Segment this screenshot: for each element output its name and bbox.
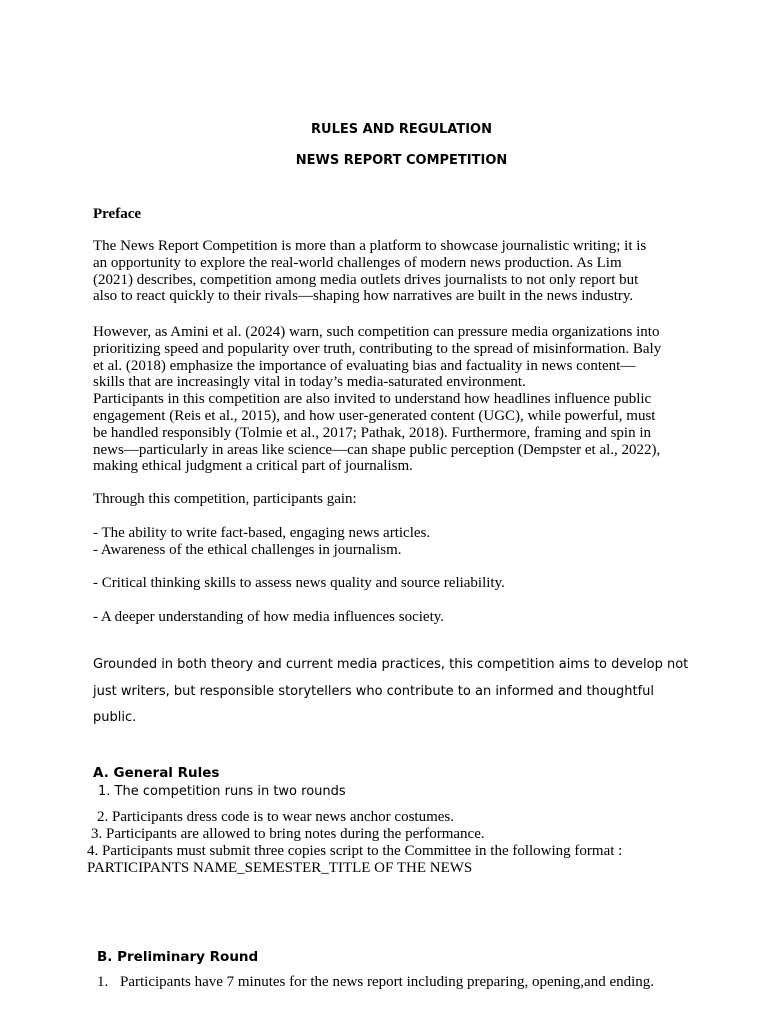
text-line: prioritizing speed and popularity over truth, contributing to the spread of misinformation. Baly <box>93 340 662 357</box>
text-line: an opportunity to explore the real-world challenges of modern news production. As Lim <box>93 254 622 271</box>
document-title: RULES AND REGULATION <box>311 122 492 137</box>
section-a-heading: A. General Rules <box>93 765 220 781</box>
section-b-heading: B. Preliminary Round <box>97 949 259 965</box>
list-item: - Critical thinking skills to assess news quality and source reliability. <box>93 575 505 591</box>
preface-heading: Preface <box>93 206 142 222</box>
rule-item: Participants have 7 minutes for the news report including preparing, opening,and ending. <box>120 974 655 990</box>
text-line: just writers, but responsible storytellers who contribute to an informed and thoughtful <box>93 683 654 699</box>
preface-paragraph-1 <box>93 238 693 305</box>
text-line: (2021) describes, competition among media outlets drives journalists to not only report but <box>93 271 639 288</box>
text-line: also to react quickly to their rivals—shaping how narratives are built in the news industry. <box>93 288 634 305</box>
text-line: making ethical judgment a critical part of journalism. <box>93 458 413 475</box>
list-item: - The ability to write fact-based, engaging news articles. <box>93 525 431 541</box>
text-line: However, as Amini et al. (2024) warn, such competition can pressure media organizations into <box>93 324 660 340</box>
list-item: - Awareness of the ethical challenges in journalism. <box>93 541 402 558</box>
text-line: Participants in this competition are also invited to understand how headlines influence public <box>93 391 652 408</box>
text-line: be handled responsibly (Tolmie et al., 2017; Pathak, 2018). Furthermore, framing and spin in <box>93 424 652 441</box>
preface-paragraph-2 <box>93 324 693 475</box>
rule-item: 1. The competition runs in two rounds <box>98 784 346 799</box>
list-item: - A deeper understanding of how media influences society. <box>93 609 445 625</box>
rule-item: 4. Participants must submit three copies script to the Committee in the following format : <box>87 843 623 859</box>
closing-paragraph <box>93 652 688 732</box>
rule-item: 2. Participants dress code is to wear news anchor costumes. <box>97 809 454 825</box>
rule-number: 1. <box>97 974 109 990</box>
rule-item: 3. Participants are allowed to bring notes during the performance. <box>91 826 485 842</box>
text-line: engagement (Reis et al., 2015), and how user-generated content (UGC), while powerful, must <box>93 407 656 424</box>
text-line: Grounded in both theory and current media practices, this competition aims to develop not <box>93 657 689 672</box>
gain-list-1 <box>93 525 693 559</box>
text-line: skills that are increasingly vital in today’s media-saturated environment. <box>93 374 526 391</box>
text-line: et al. (2018) emphasize the importance of evaluating bias and factuality in news content— <box>93 357 636 374</box>
rule-item: PARTICIPANTS NAME_SEMESTER_TITLE OF THE NEWS <box>87 860 473 876</box>
gain-intro: Through this competition, participants gain: <box>93 491 357 507</box>
document-subtitle: NEWS REPORT COMPETITION <box>295 153 508 168</box>
text-line: public. <box>93 710 137 725</box>
text-line: news—particularly in areas like science—can shape public perception (Dempster et al., 2022), <box>93 441 661 458</box>
text-line: The News Report Competition is more than a platform to showcase journalistic writing; it is <box>93 238 647 254</box>
